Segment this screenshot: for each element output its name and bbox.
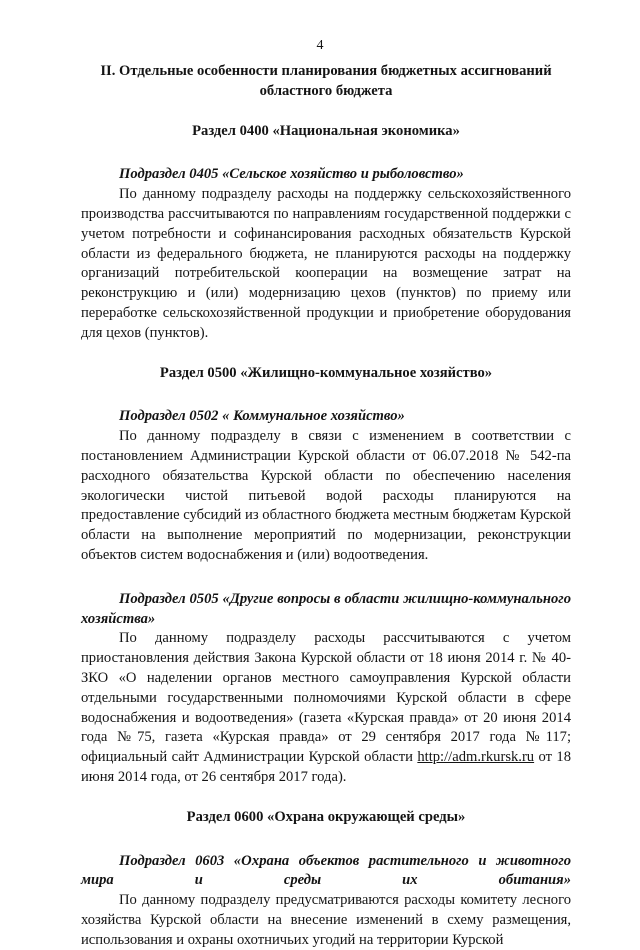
paragraph-0505-text-b: от 18 июня 2014 года, от 26 сентября 2017 года).: [81, 749, 572, 785]
paragraph-0603: По данному подразделу предусматриваются расходы комитету лесного хозяйства Курской области на внесение изменений в схему размещения, использования и охраны охотничьих угодий на территории Курской: [81, 892, 571, 948]
page-number: 4: [316, 38, 324, 53]
admin-site-link[interactable]: http://adm.rkursk.ru: [417, 749, 535, 766]
subsection-heading-0603: Подраздел 0603 «Охрана объектов растительного и животного мира и среды их обитания»: [81, 852, 571, 889]
chapter-heading: II. Отдельные особенности планирования бюджетных ассигнований областного бюджета: [100, 63, 552, 99]
subsection-heading-0502: Подраздел 0502 « Коммунальное хозяйство»: [119, 408, 405, 425]
subsection-heading-0505: Подраздел 0505 «Другие вопросы в области жилищно-коммунального хозяйства»: [81, 590, 571, 627]
section-heading-0500: Раздел 0500 «Жилищно-коммунальное хозяйство»: [159, 364, 493, 381]
section-heading-0400: Раздел 0400 «Национальная экономика»: [192, 122, 460, 139]
document-body: [81, 62, 571, 950]
paragraph-0405: По данному подразделу расходы на поддержку сельскохозяйственного производства рассчитываются по направлениям государственной поддержки с учетом потребности и софинансирования расходных обязательств Курской области из федерального бюджета, не планируются расходы на поддержку организаций потребительской кооперации на возмещение затрат на реконструкцию и (или) модернизацию цехов (пунктов) по приему или переработке сельскохозяйственной продукции и приобретение оборудования для цехов (пунктов).: [81, 186, 571, 341]
paragraph-0502: По данному подразделу в связи с изменением в соответствии с постановлением Администрации Курской области от 06.07.2018 № 542-па расходного обязательства Курской области по обеспечению населения экологически чистой питьевой водой расходы планируются на предоставление субсидий из областного бюджета местным бюджетам Курской области на выполнение мероприятий по модернизации, реконструкции объектов систем водоснабжения и (или) водоотведения.: [81, 428, 571, 563]
section-heading-0600: Раздел 0600 «Охрана окружающей среды»: [186, 808, 466, 825]
subsection-heading-0405: Подраздел 0405 «Сельское хозяйство и рыболовство»: [119, 166, 464, 183]
paragraph-0505-text-a: По данному подразделу расходы рассчитываются с учетом приостановления действия Закона Курской области от 18 июня 2014 г. № 40-ЗКО «О наделении органов местного самоуправления Курской области отдельными государственными полномочиями Курской области в сфере водоснабжения и водоотведения» (газета «Курская правда» от 20 июня 2014 года №75, газета «Курская правда» от 29 сентября 2017 года №117; официальный сайт Администрации Курской области: [81, 630, 571, 766]
paragraph-0505: [81, 629, 571, 787]
